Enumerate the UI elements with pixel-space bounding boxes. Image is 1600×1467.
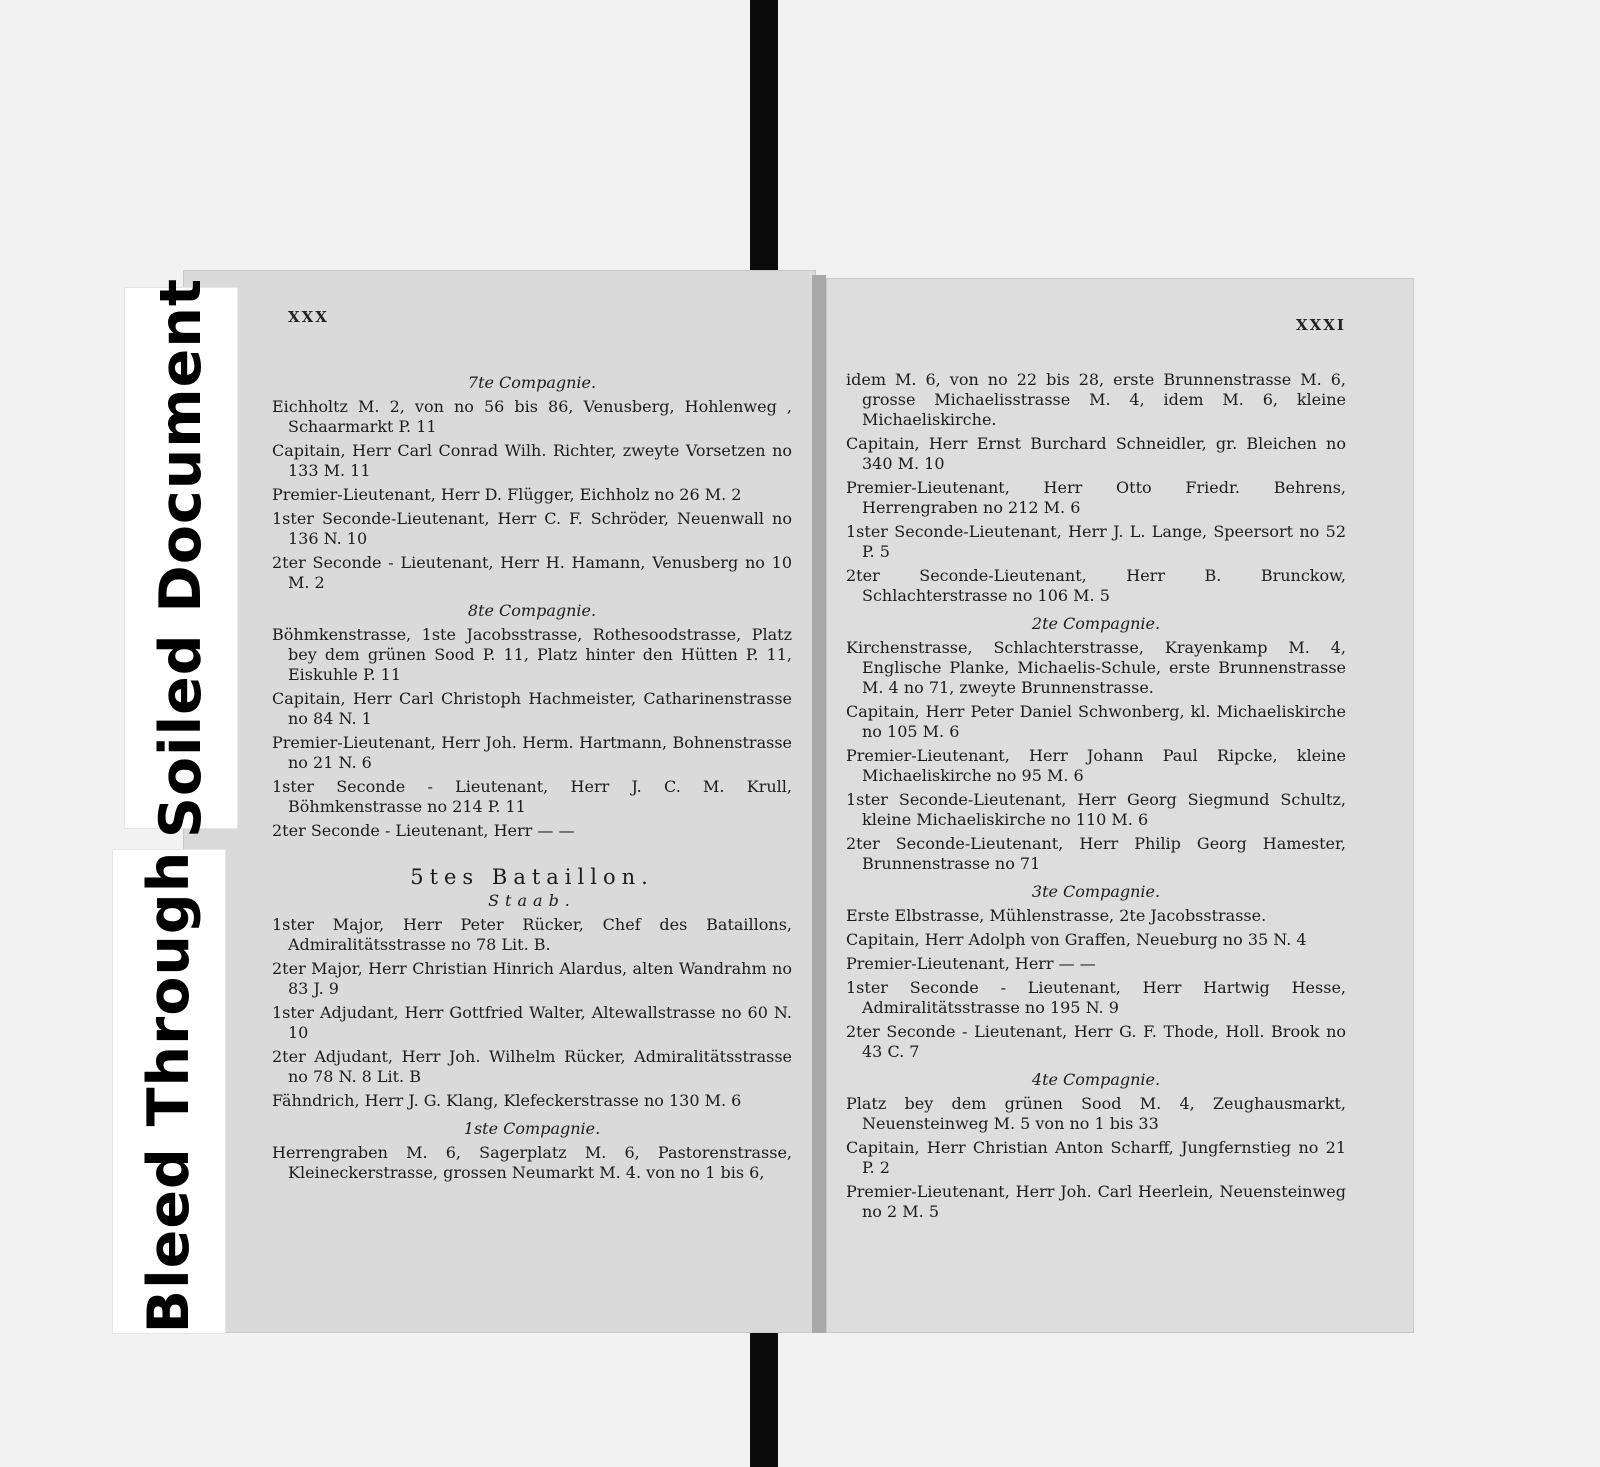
left-heading-19: 1ste Compagnie. xyxy=(463,1119,601,1138)
right-entry-15: 1ster Seconde - Lieutenant, Herr Hartwig Hesse, Admiralitätsstrasse no 195 N. 9 xyxy=(846,978,1346,1017)
book-gutter xyxy=(812,275,826,1333)
left-entry-7: Böhmkenstrasse, 1ste Jacobsstrasse, Rothesoodstrasse, Platz bey dem grünen Sood P. 11, Platz hinter den Hütten P. 11, Eiskuhle P. 11 xyxy=(272,625,792,684)
right-folio: XXXI xyxy=(1296,316,1346,334)
left-entry-4: 1ster Seconde-Lieutenant, Herr C. F. Schröder, Neuenwall no 136 N. 10 xyxy=(272,509,792,548)
left-heading-6: 8te Compagnie. xyxy=(467,601,597,620)
left-staab-13: Staab. xyxy=(488,891,576,910)
right-entry-6: Kirchenstrasse, Schlachterstrasse, Krayenkamp M. 4, Englische Planke, Michaelis-Schule, erste Brunnenstrasse M. 4 no 71, zweyte Brunnenstrasse. xyxy=(846,638,1346,697)
right-entry-12: Erste Elbstrasse, Mühlenstrasse, 2te Jacobsstrasse. xyxy=(846,906,1267,925)
right-entry-18: Platz bey dem grünen Sood M. 4, Zeughausmarkt, Neuensteinweg M. 5 von no 1 bis 33 xyxy=(846,1094,1346,1133)
left-entry-16: 1ster Adjudant, Herr Gottfried Walter, Altewallstrasse no 60 N. 10 xyxy=(272,1003,792,1042)
right-entry-3: 1ster Seconde-Lieutenant, Herr J. L. Lange, Speersort no 52 P. 5 xyxy=(846,522,1346,561)
left-column xyxy=(272,365,792,1187)
right-column xyxy=(846,370,1346,1226)
right-entry-16: 2ter Seconde - Lieutenant, Herr G. F. Thode, Holl. Brook no 43 C. 7 xyxy=(846,1022,1346,1061)
right-entry-9: 1ster Seconde-Lieutenant, Herr Georg Siegmund Schultz, kleine Michaeliskirche no 110 M. 6 xyxy=(846,790,1346,829)
right-entry-13: Capitain, Herr Adolph von Graffen, Neueburg no 35 N. 4 xyxy=(846,930,1307,949)
left-heading-0: 7te Compagnie. xyxy=(467,373,597,392)
left-entry-2: Capitain, Herr Carl Conrad Wilh. Richter, zweyte Vorsetzen no 133 M. 11 xyxy=(272,441,792,480)
right-heading-5: 2te Compagnie. xyxy=(1031,614,1161,633)
left-entry-3: Premier-Lieutenant, Herr D. Flügger, Eichholz no 26 M. 2 xyxy=(272,485,742,504)
right-entry-19: Capitain, Herr Christian Anton Scharff, Jungfernstieg no 21 P. 2 xyxy=(846,1138,1346,1177)
left-entry-11: 2ter Seconde - Lieutenant, Herr — — xyxy=(272,821,575,840)
left-folio: XXX xyxy=(288,308,329,326)
right-entry-8: Premier-Lieutenant, Herr Johann Paul Ripcke, kleine Michaeliskirche no 95 M. 6 xyxy=(846,746,1346,785)
left-entry-9: Premier-Lieutenant, Herr Joh. Herm. Hartmann, Bohnenstrasse no 21 N. 6 xyxy=(272,733,792,772)
left-entry-10: 1ster Seconde - Lieutenant, Herr J. C. M. Krull, Böhmkenstrasse no 214 P. 11 xyxy=(272,777,792,816)
left-battalion-12: 5tes Bataillon. xyxy=(410,865,654,889)
bleed-through-text: Bleed Through xyxy=(136,850,202,1333)
right-entry-7: Capitain, Herr Peter Daniel Schwonberg, kl. Michaeliskirche no 105 M. 6 xyxy=(846,702,1346,741)
left-entry-14: 1ster Major, Herr Peter Rücker, Chef des Bataillons, Admiralitätsstrasse no 78 Lit. B. xyxy=(272,915,792,954)
left-entry-17: 2ter Adjudant, Herr Joh. Wilhelm Rücker, Admiralitätsstrasse no 78 N. 8 Lit. B xyxy=(272,1047,792,1086)
right-entry-0: idem M. 6, von no 22 bis 28, erste Brunnenstrasse M. 6, grosse Michaelisstrasse M. 4, idem M. 6, kleine Michaeliskirche. xyxy=(846,370,1346,429)
left-entry-1: Eichholtz M. 2, von no 56 bis 86, Venusberg, Hohlenweg , Schaarmarkt P. 11 xyxy=(272,397,792,436)
right-entry-4: 2ter Seconde-Lieutenant, Herr B. Brunckow, Schlachterstrasse no 106 M. 5 xyxy=(846,566,1346,605)
right-heading-17: 4te Compagnie. xyxy=(1031,1070,1161,1089)
right-entry-1: Capitain, Herr Ernst Burchard Schneidler, gr. Bleichen no 340 M. 10 xyxy=(846,434,1346,473)
right-entry-14: Premier-Lieutenant, Herr — — xyxy=(846,954,1096,973)
left-entry-8: Capitain, Herr Carl Christoph Hachmeister, Catharinenstrasse no 84 N. 1 xyxy=(272,689,792,728)
right-entry-20: Premier-Lieutenant, Herr Joh. Carl Heerlein, Neuensteinweg no 2 M. 5 xyxy=(846,1182,1346,1221)
left-entry-20: Herrengraben M. 6, Sagerplatz M. 6, Pastorenstrasse, Kleineckerstrasse, grossen Neumarkt M. 4. von no 1 bis 6, xyxy=(272,1143,792,1182)
left-entry-5: 2ter Seconde - Lieutenant, Herr H. Hamann, Venusberg no 10 M. 2 xyxy=(272,553,792,592)
soiled-document-text: Soiled Document xyxy=(148,277,214,839)
right-entry-10: 2ter Seconde-Lieutenant, Herr Philip Georg Hamester, Brunnenstrasse no 71 xyxy=(846,834,1346,873)
bleed-through-label xyxy=(112,849,226,1334)
left-entry-15: 2ter Major, Herr Christian Hinrich Alardus, alten Wandrahm no 83 J. 9 xyxy=(272,959,792,998)
soiled-document-label xyxy=(124,277,238,839)
right-heading-11: 3te Compagnie. xyxy=(1031,882,1161,901)
right-entry-2: Premier-Lieutenant, Herr Otto Friedr. Behrens, Herrengraben no 212 M. 6 xyxy=(846,478,1346,517)
left-entry-18: Fähndrich, Herr J. G. Klang, Klefeckerstrasse no 130 M. 6 xyxy=(272,1091,742,1110)
